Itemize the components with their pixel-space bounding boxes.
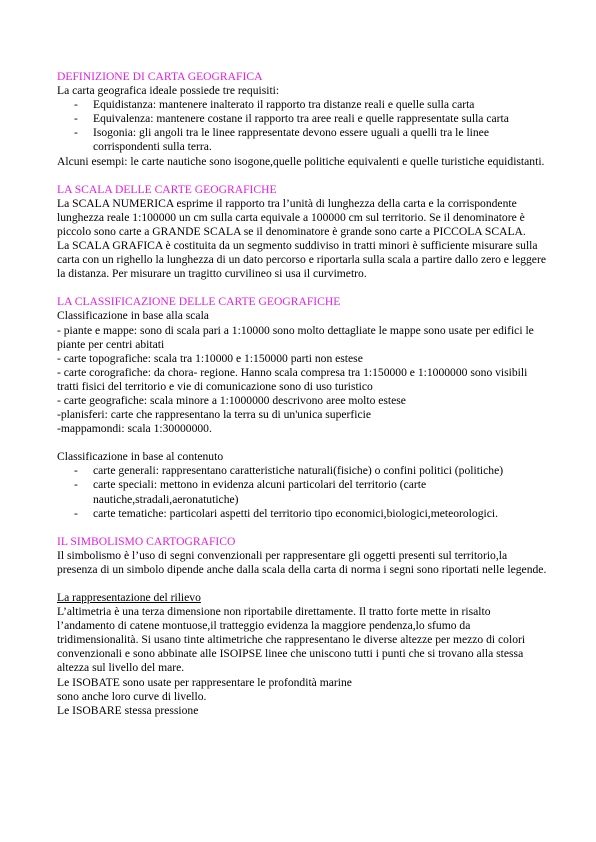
scala-numerica-paragraph: La SCALA NUMERICA esprime il rapporto tra l’unità di lunghezza della carta e la corrispondente lunghezza reale 1:100000 un cm sulla carta equivale a 100000 cm sul territorio. Se il denominatore è piccolo sono carte a GRANDE SCALA se il denominatore è grande sono carte a PICCOLA SCALA. bbox=[57, 196, 526, 238]
spacer bbox=[57, 281, 547, 295]
classification-line: - carte geografiche: scala minore a 1:1000000 descrivono aree molto estese bbox=[57, 393, 406, 407]
content-classification-intro: Classificazione in base al contenuto bbox=[57, 450, 224, 464]
spacer bbox=[57, 521, 547, 535]
section-heading-classificazione: LA CLASSIFICAZIONE DELLE CARTE GEOGRAFICHE bbox=[57, 295, 341, 309]
dash-bullet: - bbox=[74, 464, 78, 478]
subheading-rilievo: La rappresentazione del rilievo bbox=[57, 591, 201, 604]
list-item-text: Isogonia: gli angoli tra le linee rappresentate devono essere uguali a quelli tra le linee corrispondenti sulla terra. bbox=[93, 126, 489, 154]
document-page bbox=[57, 70, 547, 718]
list-item-text: carte speciali: mettono in evidenza alcuni particolari del territorio (carte nautiche,stradali,aeronatutiche) bbox=[93, 478, 427, 506]
simbolismo-paragraph: Il simbolismo è l’uso di segni convenzionali per rappresentare gli oggetti presenti sul territorio,la presenza di un simbolo dipende anche dalla scala della carta di norma i segni sono riportati nelle legende. bbox=[57, 548, 547, 576]
spacer bbox=[57, 169, 547, 183]
list-item bbox=[57, 98, 547, 112]
spacer bbox=[57, 436, 547, 450]
classification-line: -planisferi: carte che rappresentano la terra su di un'unica superficie bbox=[57, 408, 372, 422]
content-classification-list bbox=[57, 464, 547, 520]
list-item-text: carte tematiche: particolari aspetti del territorio tipo economici,biologici,meteorologici. bbox=[93, 506, 498, 520]
classification-line: Classificazione in base alla scala bbox=[57, 309, 209, 323]
classification-line: - carte corografiche: da chora- regione. Hanno scala compresa tra 1:150000 e 1:1000000 sono visibili tratti fisici del territorio e vie di comunicazione sono di uso turistico bbox=[57, 365, 528, 393]
spacer bbox=[57, 577, 547, 591]
list-item bbox=[57, 478, 547, 506]
section-heading-scala: LA SCALA DELLE CARTE GEOGRAFICHE bbox=[57, 182, 277, 196]
classification-line: - piante e mappe: sono di scala pari a 1:10000 sono molto dettagliate le mappe sono usate per edifici le piante per centri abitati bbox=[57, 323, 534, 351]
dash-bullet: - bbox=[74, 478, 78, 492]
classification-line: - carte topografiche: scala tra 1:10000 e 1:150000 parti non estese bbox=[57, 351, 363, 365]
list-item-text: Equivalenza: mantenere costane il rapporto tra aree reali e quelle rappresentate sulla carta bbox=[93, 112, 509, 126]
list-item bbox=[57, 464, 547, 478]
list-item bbox=[57, 126, 547, 154]
isobate-line: Le ISOBATE sono usate per rappresentare le profondità marine bbox=[57, 675, 352, 689]
section1-intro: La carta geografica ideale possiede tre requisiti: bbox=[57, 84, 280, 98]
requirements-list bbox=[57, 98, 547, 154]
isobare-line: Le ISOBARE stessa pressione bbox=[57, 703, 199, 717]
list-item-text: Equidistanza: mantenere inalterato il rapporto tra distanze reali e quelle sulla carta bbox=[93, 98, 475, 112]
altimetria-paragraph: L’altimetria è una terza dimensione non riportabile direttamente. Il tratto forte mette in risalto l’andamento di catene montuose,il tratteggio evidenza la maggiore pendenza,lo sfumo da tridimensionalità. Si usano tinte altimetriche che rappresentano le diverse altezze per mezzo di colori convenzionali e sono abbinate alle ISOIPSE linee che uniscono tutti i punti che si trovano alla stessa altezza sul livello del mare. bbox=[57, 605, 526, 675]
list-item-text: carte generali: rappresentano caratteristiche naturali(fisiche) o confini politici (politiche) bbox=[93, 464, 504, 478]
section-heading-definizione: DEFINIZIONE DI CARTA GEOGRAFICA bbox=[57, 70, 263, 83]
section1-outro: Alcuni esempi: le carte nautiche sono isogone,quelle politiche equivalenti e quelle turistiche equidistanti. bbox=[57, 154, 545, 168]
dash-bullet: - bbox=[74, 98, 78, 112]
list-item bbox=[57, 112, 547, 126]
dash-bullet: - bbox=[74, 126, 78, 140]
section-heading-simbolismo: IL SIMBOLISMO CARTOGRAFICO bbox=[57, 534, 236, 548]
scala-grafica-paragraph: La SCALA GRAFICA è costituita da un segmento suddiviso in tratti minori è sufficiente misurare sulla carta con un righello la lunghezza di un dato percorso e riportarla sulla scala a partire dallo zero e leggere la distanza. Per misurare un tragitto curvilineo si usa il curvimetro. bbox=[57, 239, 546, 281]
dash-bullet: - bbox=[74, 506, 78, 520]
classification-line: -mappamondi: scala 1:30000000. bbox=[57, 422, 212, 436]
isobate-line-2: sono anche loro curve di livello. bbox=[57, 689, 207, 703]
dash-bullet: - bbox=[74, 112, 78, 126]
list-item bbox=[57, 507, 547, 521]
